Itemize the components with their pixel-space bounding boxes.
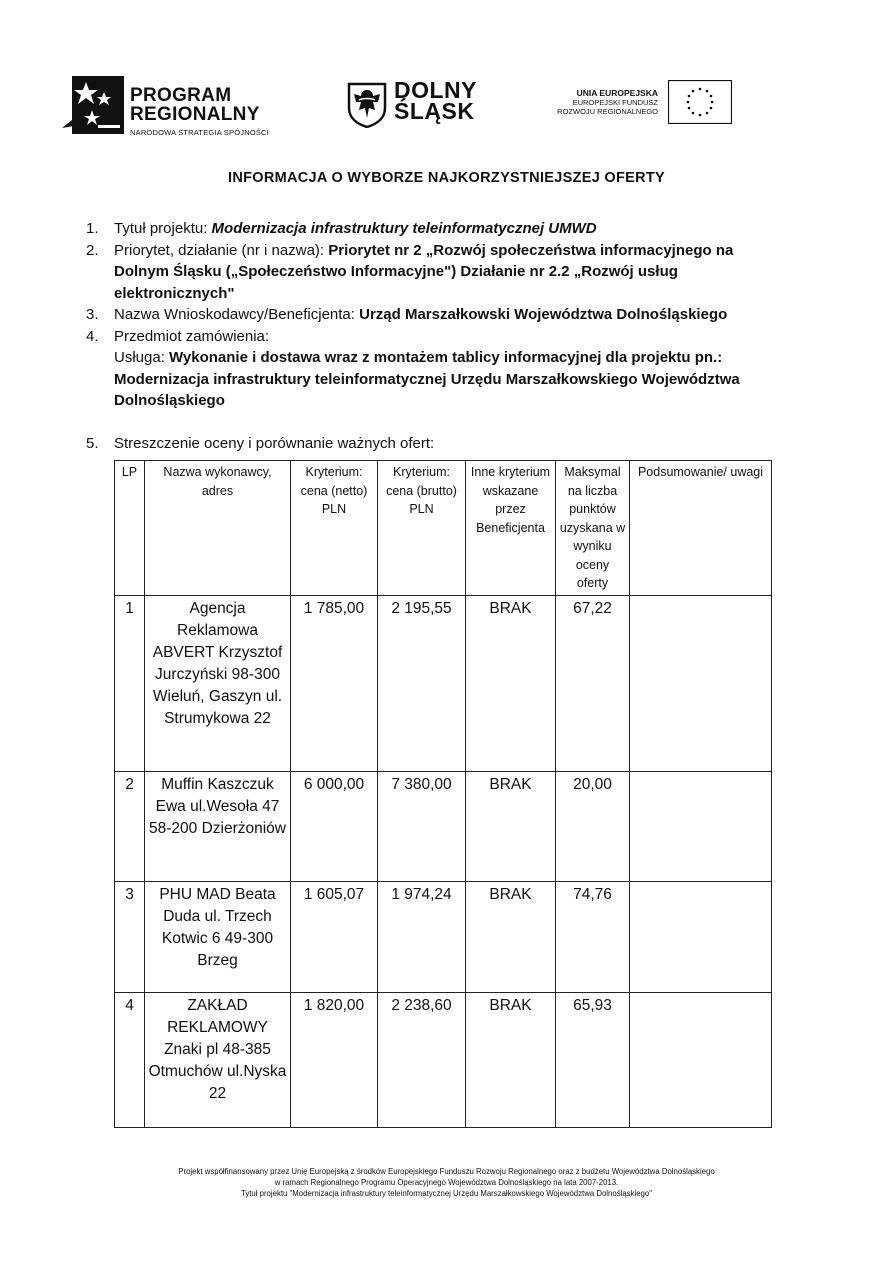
list-number: 3. <box>86 306 99 323</box>
program-regionalny-logo-icon <box>62 70 132 140</box>
cell-netto: 1 785,00 <box>291 595 378 771</box>
eu-flag-icon <box>668 80 732 124</box>
service-label: Usługa: <box>114 349 170 366</box>
offers-table <box>114 460 772 1128</box>
cell-other: BRAK <box>466 881 556 992</box>
cell-points: 65,93 <box>556 992 630 1127</box>
cell-other: BRAK <box>466 595 556 771</box>
priority-value: Priorytet nr 2 „Rozwój społeczeństwa informacyjnego na Dolnym Śląsku („Społeczeństwo Informacyjne") Działanie nr 2.2 „Rozwój usług elektronicznych" <box>114 241 734 302</box>
table-header-row <box>115 461 772 596</box>
header-summary: Podsumowanie/ uwagi <box>630 461 772 596</box>
ue-line1: UNIA EUROPEJSKA <box>576 88 658 98</box>
slask-line: ŚLĄSK <box>394 98 475 125</box>
project-title-label: Tytuł projektu: <box>114 220 212 237</box>
priority-label: Priorytet, działanie (nr i nazwa): <box>114 241 329 259</box>
list-item-project-title <box>86 218 786 240</box>
dolny-line: DOLNY <box>394 77 477 103</box>
cell-points: 67,22 <box>556 595 630 771</box>
cell-other: BRAK <box>466 992 556 1127</box>
cell-points: 74,76 <box>556 881 630 992</box>
beneficiary-label: Nazwa Wnioskodawcy/Beneficjenta: <box>114 306 360 323</box>
cell-other: BRAK <box>466 771 556 881</box>
cell-summary <box>630 595 772 771</box>
program-line2: REGIONALNY <box>130 104 260 125</box>
ue-text <box>530 88 658 116</box>
cell-lp: 4 <box>115 992 145 1127</box>
table-row <box>115 595 772 771</box>
ue-line3: ROZWOJU REGIONALNEGO <box>557 107 658 117</box>
cell-name: ZAKŁAD REKLAMOWY Znaki pl 48-385 Otmuchów ul.Nyska 22 <box>145 992 291 1127</box>
dolny-slask-text <box>394 77 477 125</box>
header-netto: Kryterium: cena (netto) PLN <box>291 461 378 596</box>
program-subtitle: NARODOWA STRATEGIA SPÓJNOŚCI <box>130 128 269 137</box>
table-row <box>115 881 772 992</box>
footer <box>0 1166 893 1199</box>
cell-lp: 1 <box>115 595 145 771</box>
list-item-priority <box>86 240 786 305</box>
cell-brutto: 7 380,00 <box>378 771 466 881</box>
list-number: 2. <box>86 241 99 259</box>
list-item-beneficiary <box>86 304 786 326</box>
cell-lp: 3 <box>115 881 145 992</box>
header-brutto: Kryterium: cena (brutto) PLN <box>378 461 466 596</box>
table-row <box>115 771 772 881</box>
subject-label: Przedmiot zamówienia: <box>114 327 270 345</box>
beneficiary-value: Urząd Marszałkowski Województwa Dolnośląskiego <box>359 306 728 323</box>
list-number: 5. <box>86 434 99 452</box>
cell-brutto: 2 195,55 <box>378 595 466 771</box>
header-lp: LP <box>115 461 145 596</box>
cell-brutto: 2 238,60 <box>378 992 466 1127</box>
program-line1: PROGRAM <box>130 85 232 106</box>
cell-brutto: 1 974,24 <box>378 881 466 992</box>
cell-lp: 2 <box>115 771 145 881</box>
cell-summary <box>630 881 772 992</box>
list-number: 1. <box>86 220 99 237</box>
table-row <box>115 992 772 1127</box>
footer-line2: w ramach Regionalnego Programu Operacyjnego Województwa Dolnośląskiego na lata 2007-2013. <box>274 1178 619 1187</box>
list-item-summary <box>86 433 786 455</box>
list-number: 4. <box>86 327 99 345</box>
cell-summary <box>630 992 772 1127</box>
cell-points: 20,00 <box>556 771 630 881</box>
header-max-points: Maksymal na liczba punktów uzyskana w wyniku oceny oferty <box>556 461 630 596</box>
cell-summary <box>630 771 772 881</box>
summary-label: Streszczenie oceny i porównanie ważnych ofert: <box>114 434 435 452</box>
header-name: Nazwa wykonawcy, adres <box>145 461 291 596</box>
info-list <box>86 218 786 454</box>
header-other: Inne kryterium wskazane przez Beneficjenta <box>466 461 556 596</box>
subject-value: Wykonanie i dostawa wraz z montażem tablicy informacyjnej dla projektu pn.: Modernizacja infrastruktury teleinformatycznej Urzędu Marszałkowskiego Województwa Dolnośląskiego <box>114 349 740 409</box>
footer-line1: Projekt współfinansowany przez Unię Europejską z środków Europejskiego Funduszu Rozwoju Regionalnego oraz z budżetu Województwa Dolnośląskiego <box>178 1167 715 1176</box>
cell-netto: 6 000,00 <box>291 771 378 881</box>
project-title-value: Modernizacja infrastruktury teleinformatycznej UMWD <box>211 220 597 237</box>
list-item-subject <box>86 326 786 412</box>
program-regionalny-text <box>130 86 269 137</box>
cell-name: Agencja Reklamowa ABVERT Krzysztof Jurczyński 98-300 Wieluń, Gaszyn ul. Strumykowa 22 <box>145 595 291 771</box>
cell-netto: 1 605,07 <box>291 881 378 992</box>
cell-name: Muffin Kaszczuk Ewa ul.Wesoła 47 58-200 Dzierżoniów <box>145 771 291 881</box>
footer-line3: Tytuł projektu "Modernizacja infrastruktury teleinformatycznej Urzędu Marszałkowskiego Województwa Dolnośląskiego" <box>240 1189 652 1198</box>
eagle-crest-icon <box>347 82 387 128</box>
ue-line2: EUROPEJSKI FUNDUSZ <box>572 98 658 108</box>
cell-netto: 1 820,00 <box>291 992 378 1127</box>
document-title: INFORMACJA O WYBORZE NAJKORZYSTNIEJSZEJ OFERTY <box>227 170 666 186</box>
cell-name: PHU MAD Beata Duda ul. Trzech Kotwic 6 49-300 Brzeg <box>145 881 291 992</box>
